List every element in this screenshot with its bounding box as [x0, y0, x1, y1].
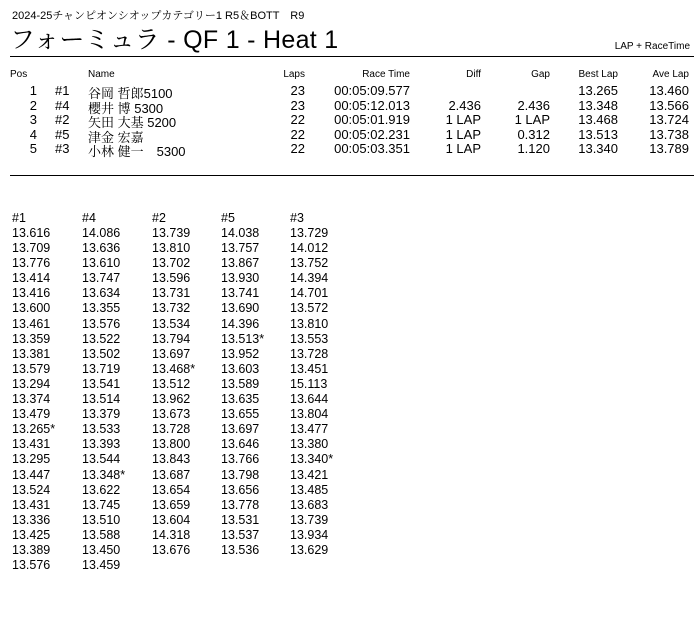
laps: 23 — [290, 83, 305, 98]
lap-time: 13.477 — [290, 422, 329, 437]
lap-time: 13.719 — [82, 361, 121, 376]
lap-time: 13.794 — [152, 331, 191, 346]
lap-time: 13.702 — [152, 256, 191, 271]
race-time: 00:05:12.013 — [334, 97, 410, 113]
lap-time: 13.576 — [82, 316, 121, 331]
lap-time: 13.739 — [290, 512, 329, 527]
gap: 2.436 — [517, 97, 550, 113]
ave-lap: 13.738 — [649, 126, 689, 142]
lap-time: 13.380 — [290, 437, 329, 452]
ave-lap: 13.566 — [649, 97, 689, 113]
race-title: フォーミュラ - QF 1 - Heat 1 — [10, 26, 339, 54]
lap-time: 13.294 — [12, 376, 51, 391]
lap-time: 13.697 — [221, 422, 260, 437]
race-time: 00:05:09.577 — [334, 83, 410, 98]
col-ave-lap: Ave Lap — [652, 69, 689, 80]
driver-name: 矢田 大基 5200 — [88, 115, 177, 130]
car-number: #4 — [55, 97, 70, 113]
race-time: 00:05:01.919 — [334, 112, 410, 127]
lap-time: 13.752 — [290, 256, 329, 271]
results-table — [0, 69, 700, 159]
lap-time: 13.485 — [290, 482, 329, 497]
gap: 1 LAP — [514, 112, 550, 127]
lap-time: 13.524 — [12, 482, 51, 497]
ave-lap: 13.789 — [649, 141, 689, 156]
laps: 22 — [290, 126, 305, 142]
pos: 1 — [29, 83, 37, 98]
table-row — [0, 126, 700, 145]
lap-column-header: #4 — [82, 211, 96, 225]
lap-time: 13.576 — [12, 558, 51, 573]
lap-time: 13.729 — [290, 226, 329, 240]
ave-lap: 13.724 — [649, 112, 689, 127]
lap-column — [290, 211, 333, 558]
lap-time: 14.038 — [221, 226, 260, 240]
lap-time: 13.804 — [290, 407, 329, 422]
lap-time: 13.636 — [82, 241, 121, 256]
lap-column — [12, 211, 55, 573]
lap-time: 13.728 — [290, 346, 329, 361]
lap-time: 13.502 — [82, 346, 121, 361]
lap-time: 13.447 — [12, 467, 51, 482]
results-header — [0, 69, 700, 83]
lap-time: 13.952 — [221, 346, 260, 361]
lap-time: 13.654 — [152, 482, 191, 497]
best-lap: 13.265 — [578, 83, 618, 98]
lap-time: 13.533 — [82, 422, 121, 437]
lap-time: 13.553 — [290, 331, 329, 346]
lap-time: 13.579 — [12, 361, 51, 376]
lap-time: 13.536 — [221, 542, 260, 557]
lap-time: 13.629 — [290, 542, 329, 557]
car-number: #1 — [55, 83, 70, 98]
lap-time: 13.741 — [221, 286, 260, 301]
lap-time: 13.451 — [290, 361, 329, 376]
laps: 22 — [290, 112, 305, 127]
lap-time: 13.810 — [290, 316, 329, 331]
lap-time: 13.676 — [152, 542, 191, 557]
lap-time: 13.798 — [221, 467, 260, 482]
pos: 4 — [29, 126, 37, 142]
lap-time: 13.374 — [12, 392, 51, 407]
lap-time: 13.732 — [152, 301, 191, 316]
lap-time: 13.776 — [12, 256, 51, 271]
pos: 3 — [29, 112, 37, 127]
driver-name: 津金 宏嘉 — [88, 129, 144, 145]
col-name: Name — [88, 69, 115, 80]
lap-time: 13.962 — [152, 392, 191, 407]
lap-time: 13.728 — [152, 422, 191, 437]
lap-time: 13.425 — [12, 527, 51, 542]
lap-time: 13.393 — [82, 437, 121, 452]
table-row — [0, 141, 700, 159]
lap-time: 13.757 — [221, 241, 260, 256]
lap-time: 13.572 — [290, 301, 329, 316]
lap-time: 13.747 — [82, 271, 121, 286]
best-lap: 13.513 — [578, 126, 618, 142]
lap-time: 13.644 — [290, 392, 329, 407]
diff: 1 LAP — [445, 141, 481, 156]
table-row — [0, 97, 700, 116]
results-body — [0, 83, 700, 159]
best-lap: 13.348 — [578, 97, 618, 113]
lap-time: 13.414 — [12, 271, 51, 286]
lap-time: 13.450 — [82, 542, 121, 557]
lap-time: 14.086 — [82, 226, 121, 240]
lap-time: 13.709 — [12, 241, 51, 256]
lap-time: 13.622 — [82, 482, 121, 497]
lap-time: 13.265* — [12, 422, 56, 437]
lap-time: 15.113 — [290, 376, 328, 391]
lap-time: 13.596 — [152, 271, 191, 286]
lap-time: 13.421 — [290, 467, 329, 482]
lap-time: 13.544 — [82, 452, 121, 467]
lap-time: 13.336 — [12, 512, 51, 527]
lap-time: 13.513* — [221, 331, 265, 346]
lap-time: 13.867 — [221, 256, 260, 271]
driver-name: 櫻井 博 5300 — [88, 100, 164, 116]
ave-lap: 13.460 — [649, 83, 689, 98]
race-time: 00:05:03.351 — [334, 141, 410, 156]
diff: 1 LAP — [445, 126, 481, 142]
lap-time: 13.843 — [152, 452, 191, 467]
report-type: LAP + RaceTime — [614, 41, 690, 52]
lap-time: 13.512 — [152, 376, 191, 391]
lap-time: 13.522 — [82, 331, 121, 346]
lap-time: 13.531 — [221, 512, 260, 527]
lap-time: 13.600 — [12, 301, 51, 316]
lap-time: 13.683 — [290, 497, 329, 512]
lap-time: 13.697 — [152, 346, 191, 361]
table-row — [0, 112, 700, 130]
gap: 0.312 — [517, 126, 550, 142]
lap-time: 13.930 — [221, 271, 260, 286]
series-title: 2024-25チャンピオンシオップカテゴリー1 R5＆BOTT R9 — [12, 10, 305, 22]
lap-time: 13.431 — [12, 497, 51, 512]
lap-time: 13.534 — [152, 316, 191, 331]
lap-time: 13.610 — [82, 256, 121, 271]
lap-time: 13.431 — [12, 437, 51, 452]
best-lap: 13.340 — [578, 141, 618, 156]
table-row — [0, 83, 700, 101]
lap-time: 13.766 — [221, 452, 260, 467]
laps: 23 — [290, 97, 305, 113]
lap-time: 13.389 — [12, 542, 51, 557]
lap-time: 13.687 — [152, 467, 191, 482]
lap-time: 13.461 — [12, 316, 51, 331]
gap: 1.120 — [517, 141, 550, 156]
col-pos: Pos — [10, 69, 28, 80]
lap-time: 13.359 — [12, 331, 51, 346]
diff: 1 LAP — [445, 112, 481, 127]
lap-column-header: #5 — [221, 211, 235, 225]
lap-time: 13.295 — [12, 452, 51, 467]
lap-time: 13.416 — [12, 286, 51, 301]
lap-time: 13.810 — [152, 241, 191, 256]
lap-column — [152, 211, 195, 558]
lap-time: 13.468* — [152, 361, 196, 376]
col-race-time: Race Time — [362, 69, 410, 80]
car-number: #3 — [55, 141, 70, 156]
lap-time: 13.589 — [221, 376, 260, 391]
diff: 2.436 — [448, 97, 481, 113]
lap-time: 13.340* — [290, 452, 334, 467]
lap-time: 13.655 — [221, 407, 260, 422]
lap-time: 13.673 — [152, 407, 191, 422]
lap-column — [221, 211, 264, 558]
lap-time: 13.934 — [290, 527, 329, 542]
col-diff: Diff — [466, 69, 481, 80]
lap-time: 14.701 — [290, 286, 329, 301]
best-lap: 13.468 — [578, 112, 618, 127]
divider — [10, 56, 694, 57]
lap-column-header: #2 — [152, 211, 166, 225]
lap-time: 13.541 — [82, 376, 121, 391]
lap-time: 13.690 — [221, 301, 260, 316]
lap-time: 14.318 — [152, 527, 191, 542]
lap-time: 13.479 — [12, 407, 51, 422]
pos: 2 — [29, 97, 37, 113]
lap-time: 14.396 — [221, 316, 260, 331]
lap-time: 13.656 — [221, 482, 260, 497]
lap-time: 13.379 — [82, 407, 121, 422]
car-number: #2 — [55, 112, 70, 127]
lap-time: 13.646 — [221, 437, 260, 452]
lap-time: 13.510 — [82, 512, 121, 527]
lap-column-header: #1 — [12, 211, 26, 225]
laps: 22 — [290, 141, 305, 156]
col-gap: Gap — [531, 69, 550, 80]
lap-time: 13.739 — [152, 226, 191, 240]
car-number: #5 — [55, 126, 70, 142]
lap-time: 13.731 — [152, 286, 191, 301]
lap-time: 13.778 — [221, 497, 260, 512]
driver-name: 小林 健一 5300 — [88, 144, 186, 159]
lap-time: 13.800 — [152, 437, 191, 452]
lap-time: 13.588 — [82, 527, 121, 542]
lap-time: 13.604 — [152, 512, 191, 527]
lap-time: 13.355 — [82, 301, 121, 316]
lap-time: 13.745 — [82, 497, 121, 512]
divider — [10, 175, 694, 176]
lap-time: 13.537 — [221, 527, 260, 542]
race-time: 00:05:02.231 — [334, 126, 410, 142]
col-best-lap: Best Lap — [578, 69, 618, 80]
lap-time: 13.459 — [82, 558, 121, 573]
col-laps: Laps — [283, 69, 305, 80]
driver-name: 谷岡 哲郎5100 — [88, 86, 173, 101]
lap-time: 13.634 — [82, 286, 121, 301]
lap-time: 13.514 — [82, 392, 121, 407]
lap-time: 13.381 — [12, 346, 51, 361]
lap-time: 14.012 — [290, 241, 329, 256]
lap-time: 14.394 — [290, 271, 329, 286]
lap-column — [82, 211, 125, 573]
lap-time: 13.603 — [221, 361, 260, 376]
lap-column-header: #3 — [290, 211, 304, 225]
lap-time: 13.616 — [12, 226, 51, 240]
lap-time: 13.635 — [221, 392, 260, 407]
pos: 5 — [29, 141, 37, 156]
lap-time: 13.348* — [82, 467, 126, 482]
lap-time: 13.659 — [152, 497, 191, 512]
